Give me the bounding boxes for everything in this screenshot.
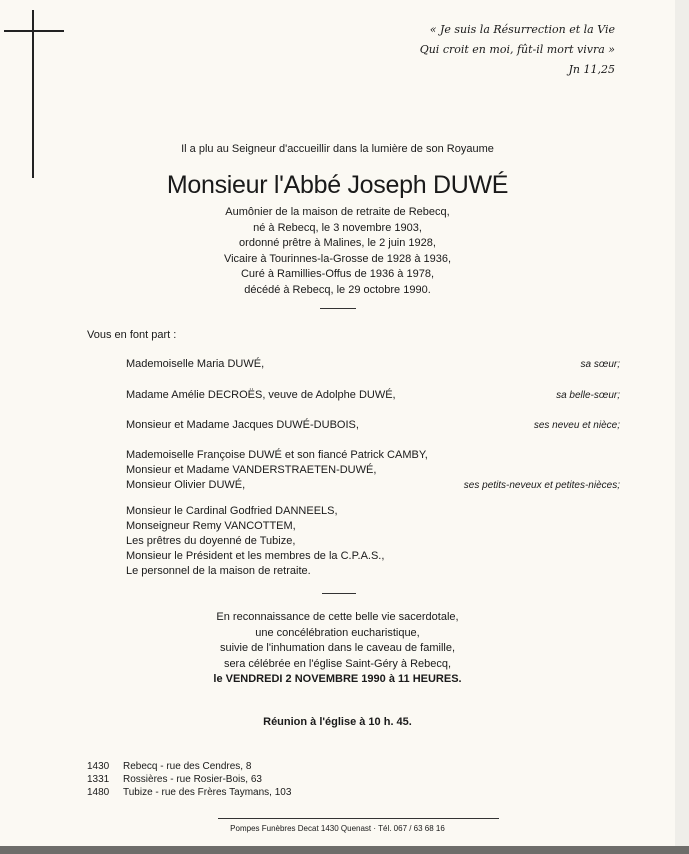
ceremony-line: suivie de l'inhumation dans le caveau de famille,	[219, 642, 456, 654]
mourner-line: Monsieur le Cardinal Godfried DANNEELS,	[126, 505, 338, 517]
family-relation: ses neveu et nièce;	[533, 420, 620, 431]
address-text: Tubize - rue des Frères Taymans, 103	[123, 787, 292, 798]
ceremony-line: sera célébrée en l'église Saint-Géry à Rebecq,	[223, 657, 452, 670]
bio-line: décédé à Rebecq, le 29 octobre 1990.	[244, 283, 431, 296]
address-line	[87, 760, 291, 773]
ceremony-date: le VENDREDI 2 NOVEMBRE 1990 à 11 HEURES.	[213, 673, 462, 685]
scripture-quote	[365, 20, 615, 80]
cross-icon-bar	[4, 30, 64, 32]
family-addresses	[87, 760, 291, 799]
postal-code: 1480	[87, 787, 110, 798]
bio-line: né à Rebecq, le 3 novembre 1903,	[253, 221, 422, 234]
other-mourners	[126, 504, 384, 579]
quote-line-1: « Je suis la Résurrection et la Vie	[429, 23, 615, 36]
family-entry	[126, 448, 620, 494]
address-line	[87, 773, 291, 786]
reunion-time: Réunion à l'église à 10 h. 45.	[263, 716, 412, 728]
postal-code: 1331	[87, 774, 110, 785]
announce-text: Vous en font part :	[87, 329, 177, 341]
address-text: Rossières - rue Rosier-Bois, 63	[123, 774, 262, 785]
scan-edge-right	[675, 0, 689, 846]
family-relation: sa sœur;	[580, 359, 620, 370]
mourner-line: Monsieur le Président et les membres de la C.P.A.S.,	[126, 550, 385, 562]
ceremony-line: En reconnaissance de cette belle vie sacerdotale,	[216, 611, 459, 623]
family-name: Monsieur et Madame Jacques DUWÉ-DUBOIS,	[126, 419, 359, 431]
mourner-line: Monseigneur Remy VANCOTTEM,	[126, 520, 296, 532]
family-relation: sa belle-sœur;	[556, 390, 620, 401]
mourner-line: Les prêtres du doyenné de Tubize,	[126, 535, 296, 547]
bio-line: Vicaire à Tourinnes-la-Grosse de 1928 à 1936,	[223, 252, 452, 265]
bio-line: Curé à Ramillies-Offus de 1936 à 1978,	[240, 268, 434, 280]
biography	[0, 205, 675, 298]
family-name: Mademoiselle Françoise DUWÉ et son fiancé Patrick CAMBY,	[126, 449, 428, 461]
funeral-home-footer: Pompes Funèbres Decat 1430 Quenast · Tél. 067 / 63 68 16	[230, 824, 445, 833]
bio-line: Aumônier de la maison de retraite de Rebecq,	[225, 206, 450, 218]
family-name: Monsieur Olivier DUWÉ,	[126, 479, 246, 491]
quote-reference: Jn 11,25	[568, 63, 615, 76]
address-text: Rebecq - rue des Cendres, 8	[123, 761, 252, 772]
postal-code: 1430	[87, 761, 110, 772]
family-name: Madame Amélie DECROËS, veuve de Adolphe DUWÉ,	[126, 389, 396, 401]
ceremony-line: une concélébration eucharistique,	[255, 626, 420, 639]
scan-edge-bottom	[0, 846, 689, 854]
bio-line: ordonné prêtre à Malines, le 2 juin 1928,	[239, 237, 436, 249]
deceased-name: Monsieur l'Abbé Joseph DUWÉ	[166, 171, 509, 199]
quote-line-2: Qui croit en moi, fût-il mort vivra »	[419, 43, 615, 56]
separator	[322, 593, 356, 594]
mourner-line: Le personnel de la maison de retraite.	[126, 565, 311, 577]
family-name: Mademoiselle Maria DUWÉ,	[126, 358, 265, 370]
separator	[320, 308, 356, 309]
family-name: Monsieur et Madame VANDERSTRAETEN-DUWÉ,	[126, 464, 377, 476]
ceremony-text	[0, 610, 675, 688]
footer-separator	[218, 818, 499, 819]
family-relation: ses petits-neveux et petites-nièces;	[463, 480, 620, 491]
address-line	[87, 786, 291, 799]
intro-text: Il a plu au Seigneur d'accueillir dans la lumière de son Royaume	[181, 143, 494, 155]
